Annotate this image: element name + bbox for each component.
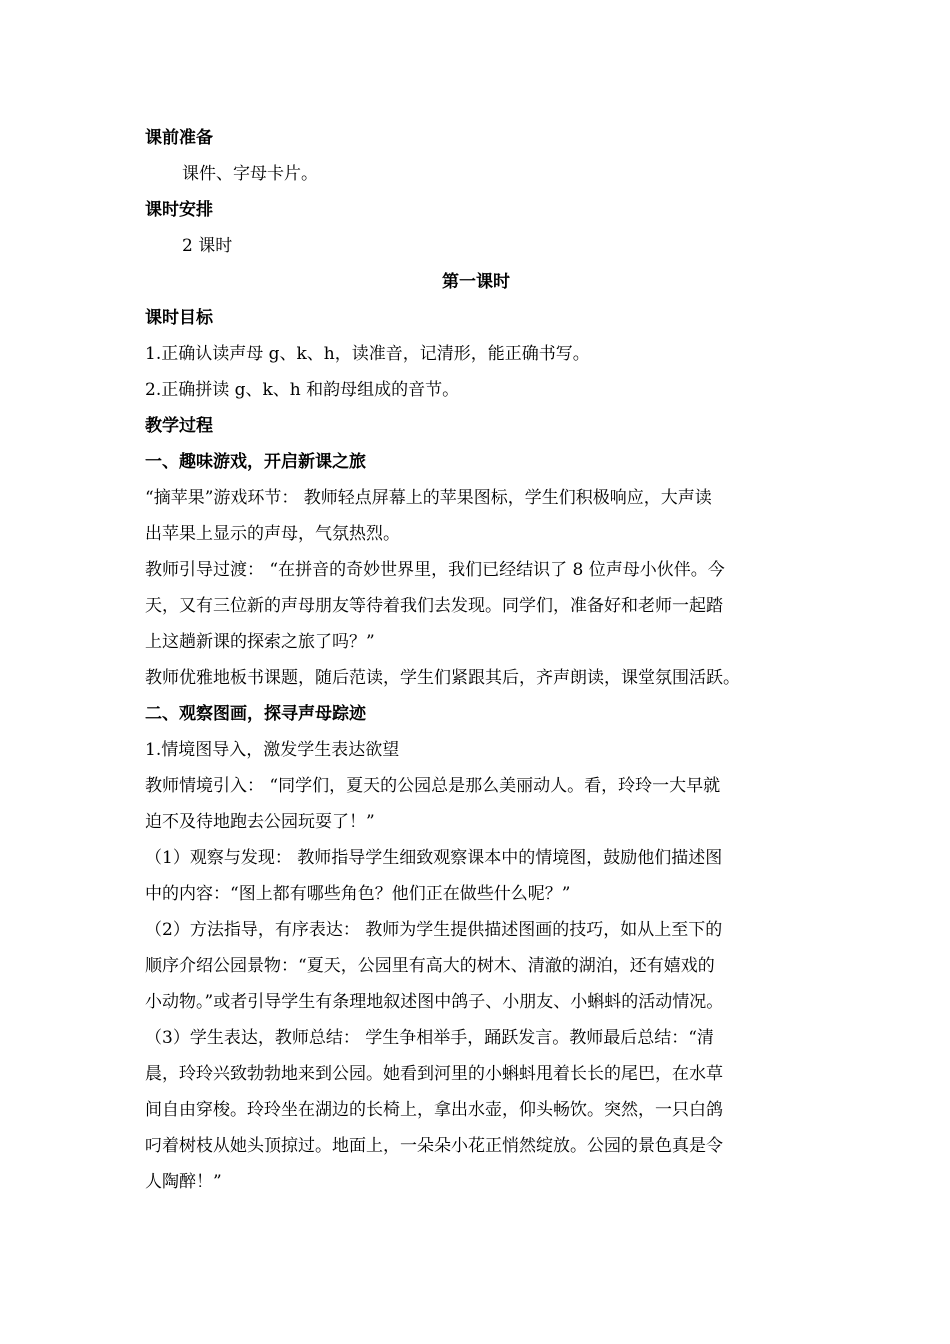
section-heading-goals: 课时目标 [145,308,213,328]
text-line: 中的内容：“图上都有哪些角色？他们正在做些什么呢？” [145,884,571,904]
section-heading-process: 教学过程 [145,416,213,436]
text-line: 教师引导过渡： “在拼音的奇妙世界里，我们已经结识了 8 位声母小伙伴。今 [145,560,725,580]
text-line: 人陶醉！” [145,1172,222,1192]
text-line: 小动物。”或者引导学生有条理地叙述图中鸽子、小朋友、小蝌蚪的活动情况。 [145,992,724,1012]
goal-item: 2.正确拼读 g、k、h 和韵母组成的音节。 [145,380,460,400]
text-line: 叼着树枝从她头顶掠过。地面上，一朵朵小花正悄然绽放。公园的景色真是令 [145,1136,723,1156]
text-line: 1.情境图导入，激发学生表达欲望 [145,740,400,760]
text-line: 顺序介绍公园景物：“夏天，公园里有高大的树木、清澈的湖泊，还有嬉戏的 [145,956,715,976]
subsection-title-2: 二、观察图画，探寻声母踪迹 [145,704,366,724]
section-heading-schedule: 课时安排 [145,200,213,220]
subsection-title-1: 一、趣味游戏，开启新课之旅 [145,452,366,472]
text-line: （2）方法指导，有序表达： 教师为学生提供描述图画的技巧，如从上至下的 [145,920,723,940]
text-line: 晨，玲玲兴致勃勃地来到公园。她看到河里的小蝌蚪甩着长长的尾巴，在水草 [145,1064,723,1084]
text-line: 间自由穿梭。玲玲坐在湖边的长椅上，拿出水壶，仰头畅饮。突然，一只白鸽 [145,1100,723,1120]
lesson-title: 第一课时 [442,272,510,292]
text-line: 教师优雅地板书课题，随后范读，学生们紧跟其后，齐声朗读，课堂氛围活跃。 [145,668,740,688]
text-line: “摘苹果”游戏环节： 教师轻点屏幕上的苹果图标，学生们积极响应，大声读 [145,488,712,508]
text-line: （3）学生表达，教师总结： 学生争相举手，踊跃发言。教师最后总结：“清 [145,1028,714,1048]
text-line: 迫不及待地跑去公园玩耍了！” [145,812,375,832]
text-line: 出苹果上显示的声母，气氛热烈。 [145,524,400,544]
document-page [145,120,807,1200]
goal-item: 1.正确认读声母 g、k、h，读准音，记清形，能正确书写。 [145,344,590,364]
text-line: 上这趟新课的探索之旅了吗？” [145,632,375,652]
schedule-content: 2 课时 [182,236,233,256]
text-line: 天，又有三位新的声母朋友等待着我们去发现。同学们，准备好和老师一起踏 [145,596,723,616]
prep-content: 课件、字母卡片。 [182,164,318,184]
text-line: 教师情境引入： “同学们，夏天的公园总是那么美丽动人。看，玲玲一大早就 [145,776,721,796]
section-heading-prep: 课前准备 [145,128,213,148]
text-line: （1）观察与发现： 教师指导学生细致观察课本中的情境图，鼓励他们描述图 [145,848,723,868]
